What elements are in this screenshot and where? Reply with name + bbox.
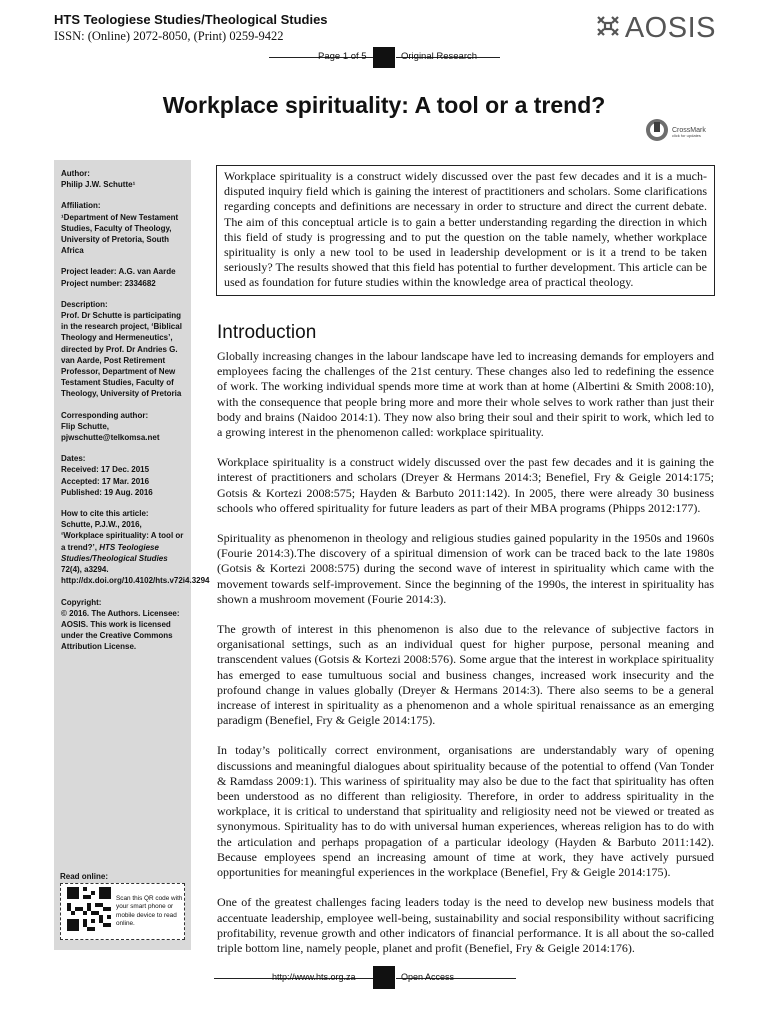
corresponding-section (61, 410, 185, 444)
affiliation-text: ¹Department of New Testament Studies, Faculty of Theology, University of Pretoria, South Africa (61, 212, 179, 256)
corresponding-name: Flip Schutte, (61, 421, 109, 431)
paragraph-2: Workplace spirituality is a construct widely discussed over the past few decades and it is gaining the interest of practitioners and scholars (Dreyer & Hermans 2014:3; Benefiel, Fry & Geigle 2014:175; Gotsis & Kortezi 2008:575; Hayden & Barbuto 2011:142). In 2005, there were already 30 business schools who offered spirituality for future leaders as part of their MBA programs (Phipps 2012:177). (217, 455, 714, 515)
description-text: Prof. Dr Schutte is participating in the research project, ‘Biblical Theology and Hermeneutics’, directed by Prof. Dr Andries G. van Aarde, Post Retirement Professor, Department of New Testament Studies, Faculty of Theology, University of Pretoria (61, 311, 182, 399)
qr-code-icon[interactable] (67, 887, 111, 936)
crossmark-sub: click for updates (672, 133, 701, 138)
citation-text (61, 519, 210, 586)
abstract-box: Workplace spirituality is a construct widely discussed over the past few decades and it is a much-disputed inquiry field which is gaining the interest of practitioners and scholars. Some clarifications regarding concepts and definitions are necessary in order to structure and direct the current debate. The aim of this conceptual article is to gain a better understanding regarding the direction in which this field of study is progressing and to put the question on the table namely, whether workplace spirituality is only a new tool to be used in leadership development or is it a trend to be taken seriously? The results showed that this field has potential to further development. This article can be used as foundation for future studies within the knowledge area of practical theology. (216, 165, 715, 296)
read-online-panel (60, 872, 185, 942)
author-heading: Author: (61, 169, 90, 178)
footer-block (373, 966, 395, 989)
project-leader: Project leader: A.G. van Aarde (61, 267, 176, 277)
crossmark-icon (645, 118, 669, 147)
corresponding-email[interactable]: pjwschutte@telkomsa.net (61, 433, 160, 443)
affiliation-section (61, 200, 185, 256)
issn: ISSN: (Online) 2072-8050, (Print) 0259-9422 (54, 29, 284, 43)
read-online-text: Scan this QR code with your smart phone or mobile device to read online. (116, 894, 183, 927)
introduction-heading: Introduction (217, 322, 317, 343)
paragraph-4: The growth of interest in this phenomenon is also due to the relevance of subjective factors in organisational settings, such as an individual quest for higher purpose, personal meaning and transcendent values (Gotsis & Kortezi 2008:576). Some argue that the interest in workplace spirituality has emerged to ease tumultuous social and business changes, increased work insecurity and the profound change in values globally (Dreyer & Hermans 2014:3). There also seems to be a general increase of interest in spirituality as a phenomenon and a whole spiritual renaissance as an emerging paradigm (Benefiel, Fry & Geigle 2014:175). (217, 622, 714, 728)
project-number: Project number: 2334682 (61, 278, 156, 288)
introduction-body (217, 349, 714, 971)
author-name: Philip J.W. Schutte¹ (61, 180, 136, 190)
open-access-label: Open Access (401, 972, 455, 982)
citation-section (61, 508, 210, 586)
paragraph-3: Spirituality as phenomenon in theology and religious studies gained popularity in the 1950s and 1960s (Fourie 2014:3).The discovery of a spiritual dimension of work can be traced back to the late 1980s (Gotsis & Kortezi 2008:575) during the second wave of interest in spirituality which came with the movement towards self-improvement. Since the beginning of the 1990s, the interest in spirituality has shown a mushroom movement (Fourie 2014:3). (217, 531, 714, 606)
journal-url-link[interactable]: http://www.hts.org.za (272, 972, 356, 982)
affiliation-heading: Affiliation: (61, 201, 101, 211)
logo-text: AOSIS (624, 12, 716, 44)
author-section (61, 168, 185, 190)
citation-part-a: Schutte, P.J.W., 2016, ‘Workplace spirituality: A tool or a trend?’, (61, 520, 184, 552)
running-header (0, 47, 768, 69)
date-received: Received: 17 Dec. 2015 (61, 465, 150, 475)
paragraph-1: Globally increasing changes in the labour landscape have led to increasing demands for employers and employees facing the challenges of the 21st century. These changes also led to redefining the essence of work. The working individual spends more time at work than at home (Albertini & Smith 2008:10), with the consequence that people bring more and more their whole selves to work rather than just their body and brains (Naidoo 2014:1). They now also bring their soul and their spirit to work, which led to a growing interest in the phenomenon called: workplace spirituality. (217, 349, 714, 440)
description-section (61, 299, 185, 400)
citation-journal: HTS Teologiese Studies/Theological Studies (61, 542, 168, 563)
project-section (61, 266, 185, 288)
journal-title: HTS Teologiese Studies/Theological Studies (54, 12, 328, 27)
paragraph-6: One of the greatest challenges facing leaders today is the need to develop new business models that accentuate leadership, employee well-being, sustainability and social responsibility without sacrificing profitability, revenue growth and other indicators of financial performance. It is all about the so-called triple bottom line, namely people, planet and profit (Benefiel, Fry & Geigle 2014:176). (217, 895, 714, 955)
date-published: Published: 19 Aug. 2016 (61, 487, 153, 497)
article-info-sidebar (54, 160, 210, 950)
page-footer (0, 966, 768, 990)
copyright-section (61, 597, 185, 653)
article-title: Workplace spirituality: A tool or a trend? (162, 92, 606, 118)
copyright-heading: Copyright: (61, 597, 102, 607)
read-online-heading: Read online: (60, 872, 109, 881)
date-accepted: Accepted: 17 Mar. 2016 (61, 476, 150, 486)
citation-part-b[interactable]: 72(4), a3294. http://dx.doi.org/10.4102/hts.v72i4.3294 (61, 565, 210, 586)
publisher-logo[interactable] (595, 12, 716, 45)
copyright-text: © 2016. The Authors. Licensee: AOSIS. This work is licensed under the Creative Commons Attribution License. (61, 608, 180, 652)
crossmark-badge[interactable] (645, 118, 706, 147)
read-online-box (60, 883, 185, 940)
crossmark-label: CrossMark (672, 127, 706, 134)
header-block (373, 47, 395, 68)
dates-section (61, 453, 185, 498)
paragraph-5: In today’s politically correct environment, organisations are understandably wary of opening discussions and meaningful dialogues about spirituality because of the potential to offend (Van Tonder & Ramdass 2009:1). This wariness of spirituality may also be due to the fact that spirituality has often been understood as no different than religiosity. Therefore, in order to address spirituality in the workplace, it is critical to understand that spirituality and religiosity need not be viewed or treated as synonymous. Spirituality has to do with universal human experiences, whereas religion has to do with the articulation and perhaps propagation of a particular ideology (Hayden & Barbuto 2011:142). Because employees spend an increasing amount of time at work, they have actively pursued opportunities for meaningful experiences in the workplace (Benefiel, Fry & Geigle 2014:175). (217, 743, 714, 880)
corresponding-heading: Corresponding author: (61, 410, 149, 420)
article-type: Original Research (401, 51, 478, 62)
aosis-logo-icon (595, 14, 621, 43)
page-number: Page 1 of 5 (318, 51, 367, 62)
dates-heading: Dates: (61, 454, 86, 464)
citation-heading: How to cite this article: (61, 509, 149, 519)
description-heading: Description: (61, 299, 108, 309)
